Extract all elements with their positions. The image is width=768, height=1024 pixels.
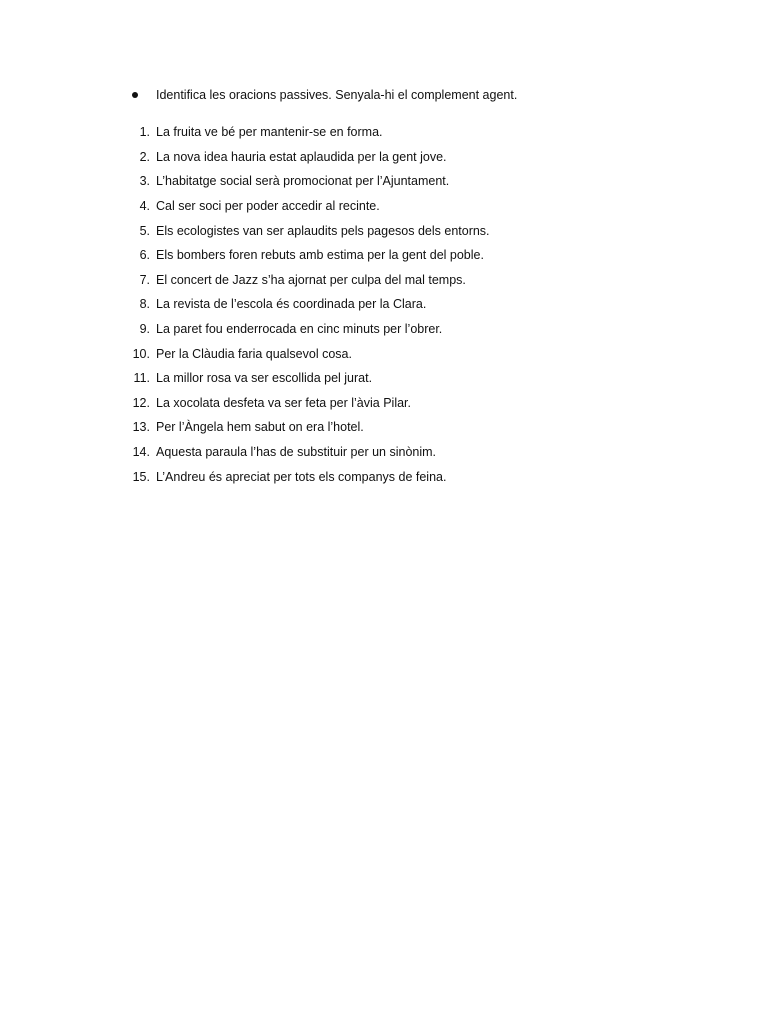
item-number: 11. <box>133 371 150 386</box>
item-sentence: La nova idea hauria estat aplaudida per la gent jove. <box>156 149 447 164</box>
item-sentence: Per l’Àngela hem sabut on era l’hotel. <box>156 420 364 435</box>
item-sentence: Per la Clàudia faria qualsevol cosa. <box>156 346 352 361</box>
instruction-line <box>128 86 517 104</box>
item-number: 6. <box>139 248 150 263</box>
list-item <box>128 440 490 465</box>
item-number: 10. <box>132 346 150 361</box>
item-sentence: L’habitatge social serà promocionat per l’Ajuntament. <box>156 174 450 189</box>
item-sentence: Aquesta paraula l’has de substituir per un sinònim. <box>156 445 437 460</box>
list-item <box>128 292 490 317</box>
item-number: 5. <box>139 223 150 238</box>
list-item <box>128 415 490 440</box>
item-sentence: Els ecologistes van ser aplaudits pels pagesos dels entorns. <box>156 223 490 238</box>
item-number: 8. <box>139 297 150 312</box>
list-item <box>128 243 490 268</box>
list-item <box>128 366 490 391</box>
bullet-icon <box>132 92 138 98</box>
item-number: 1. <box>139 125 150 140</box>
item-sentence: La fruita ve bé per mantenir-se en forma. <box>156 125 383 140</box>
item-sentence: El concert de Jazz s’ha ajornat per culpa del mal temps. <box>156 272 466 287</box>
list-item <box>128 145 490 170</box>
item-number: 4. <box>139 199 150 214</box>
list-item <box>128 218 490 243</box>
item-number: 3. <box>139 174 150 189</box>
item-sentence: Els bombers foren rebuts amb estima per la gent del poble. <box>156 248 484 263</box>
list-item <box>128 169 490 194</box>
item-sentence: La xocolata desfeta va ser feta per l’àvia Pilar. <box>156 395 412 410</box>
item-number: 2. <box>139 149 150 164</box>
list-item <box>128 194 490 219</box>
instruction-text: Identifica les oracions passives. Senyala-hi el complement agent. <box>156 88 518 102</box>
list-item <box>128 341 490 366</box>
item-number: 13. <box>132 420 150 435</box>
item-sentence: La millor rosa va ser escollida pel jurat. <box>156 371 373 386</box>
list-item <box>128 268 490 293</box>
item-sentence: La revista de l’escola és coordinada per la Clara. <box>156 297 427 312</box>
item-number: 9. <box>139 322 150 337</box>
exercise-list <box>128 120 490 489</box>
item-number: 14. <box>132 445 150 460</box>
list-item <box>128 120 490 145</box>
list-item <box>128 464 490 489</box>
item-number: 7. <box>139 272 150 287</box>
item-sentence: L’Andreu és apreciat per tots els companys de feina. <box>156 469 447 484</box>
item-number: 15. <box>132 469 150 484</box>
list-item <box>128 391 490 416</box>
item-sentence: La paret fou enderrocada en cinc minuts per l’obrer. <box>156 322 443 337</box>
list-item <box>128 317 490 342</box>
item-sentence: Cal ser soci per poder accedir al recinte. <box>156 199 380 214</box>
item-number: 12. <box>132 395 150 410</box>
